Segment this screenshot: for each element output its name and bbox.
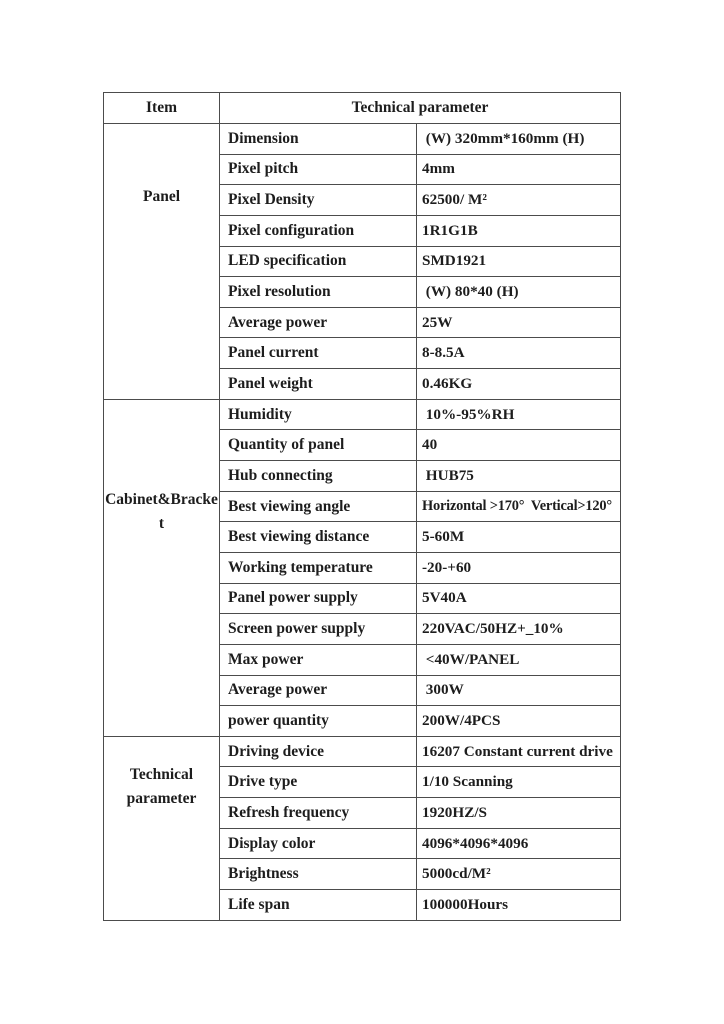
spec-value: 4mm bbox=[417, 154, 621, 185]
group-label-line: Cabinet&Bracke bbox=[105, 490, 218, 508]
table-row bbox=[104, 124, 621, 155]
spec-name: Life span bbox=[220, 890, 417, 921]
group-label-panel bbox=[104, 124, 220, 400]
spec-value: 40 bbox=[417, 430, 621, 461]
spec-value: 220VAC/50HZ+_10% bbox=[417, 614, 621, 645]
spec-value: 25W bbox=[417, 307, 621, 338]
group-label-technical-parameter bbox=[104, 736, 220, 920]
spec-value: 16207 Constant current drive bbox=[417, 736, 621, 767]
spec-value: 5-60M bbox=[417, 522, 621, 553]
table-row bbox=[104, 399, 621, 430]
spec-value: 10%-95%RH bbox=[417, 399, 621, 430]
group-label-line: Panel bbox=[142, 188, 181, 205]
spec-name: Best viewing angle bbox=[220, 491, 417, 522]
spec-name: Max power bbox=[220, 644, 417, 675]
spec-name: Panel current bbox=[220, 338, 417, 369]
spec-value: 62500/ M² bbox=[417, 185, 621, 216]
spec-name: Best viewing distance bbox=[220, 522, 417, 553]
table-header-row bbox=[104, 93, 621, 124]
col-header-item: Item bbox=[104, 93, 220, 124]
spec-name: Pixel pitch bbox=[220, 154, 417, 185]
spec-value: 1/10 Scanning bbox=[417, 767, 621, 798]
spec-name: Working temperature bbox=[220, 552, 417, 583]
group-label-line: parameter bbox=[126, 789, 197, 807]
spec-name: LED specification bbox=[220, 246, 417, 277]
spec-name: Screen power supply bbox=[220, 614, 417, 645]
spec-value: <40W/PANEL bbox=[417, 644, 621, 675]
spec-name: Quantity of panel bbox=[220, 430, 417, 461]
group-label-line: Technical bbox=[129, 765, 194, 783]
spec-name: Driving device bbox=[220, 736, 417, 767]
spec-value: 300W bbox=[417, 675, 621, 706]
spec-value: HUB75 bbox=[417, 461, 621, 492]
spec-value: SMD1921 bbox=[417, 246, 621, 277]
spec-value: 0.46KG bbox=[417, 369, 621, 400]
spec-name: Average power bbox=[220, 675, 417, 706]
spec-name: Pixel resolution bbox=[220, 277, 417, 308]
table-row bbox=[104, 736, 621, 767]
spec-value: 1R1G1B bbox=[417, 215, 621, 246]
spec-value: (W) 320mm*160mm (H) bbox=[417, 124, 621, 155]
group-label-cabinet-bracket bbox=[104, 399, 220, 736]
group-label-line: t bbox=[158, 514, 165, 532]
spec-name: Brightness bbox=[220, 859, 417, 890]
spec-name: power quantity bbox=[220, 706, 417, 737]
spec-value: (W) 80*40 (H) bbox=[417, 277, 621, 308]
spec-name: Pixel Density bbox=[220, 185, 417, 216]
spec-name: Dimension bbox=[220, 124, 417, 155]
spec-table bbox=[103, 92, 621, 921]
spec-name: Pixel configuration bbox=[220, 215, 417, 246]
spec-name: Average power bbox=[220, 307, 417, 338]
spec-value: 100000Hours bbox=[417, 890, 621, 921]
spec-name: Panel power supply bbox=[220, 583, 417, 614]
col-header-technical-parameter: Technical parameter bbox=[220, 93, 621, 124]
spec-value: 1920HZ/S bbox=[417, 798, 621, 829]
spec-value: 4096*4096*4096 bbox=[417, 828, 621, 859]
spec-name: Panel weight bbox=[220, 369, 417, 400]
spec-value: 5000cd/M² bbox=[417, 859, 621, 890]
spec-value: -20-+60 bbox=[417, 552, 621, 583]
spec-value: 5V40A bbox=[417, 583, 621, 614]
spec-name: Drive type bbox=[220, 767, 417, 798]
spec-name: Display color bbox=[220, 828, 417, 859]
spec-value: Horizontal >170° Vertical>120° bbox=[417, 491, 621, 522]
spec-name: Humidity bbox=[220, 399, 417, 430]
spec-value: 8-8.5A bbox=[417, 338, 621, 369]
spec-value: 200W/4PCS bbox=[417, 706, 621, 737]
spec-name: Refresh frequency bbox=[220, 798, 417, 829]
spec-name: Hub connecting bbox=[220, 461, 417, 492]
